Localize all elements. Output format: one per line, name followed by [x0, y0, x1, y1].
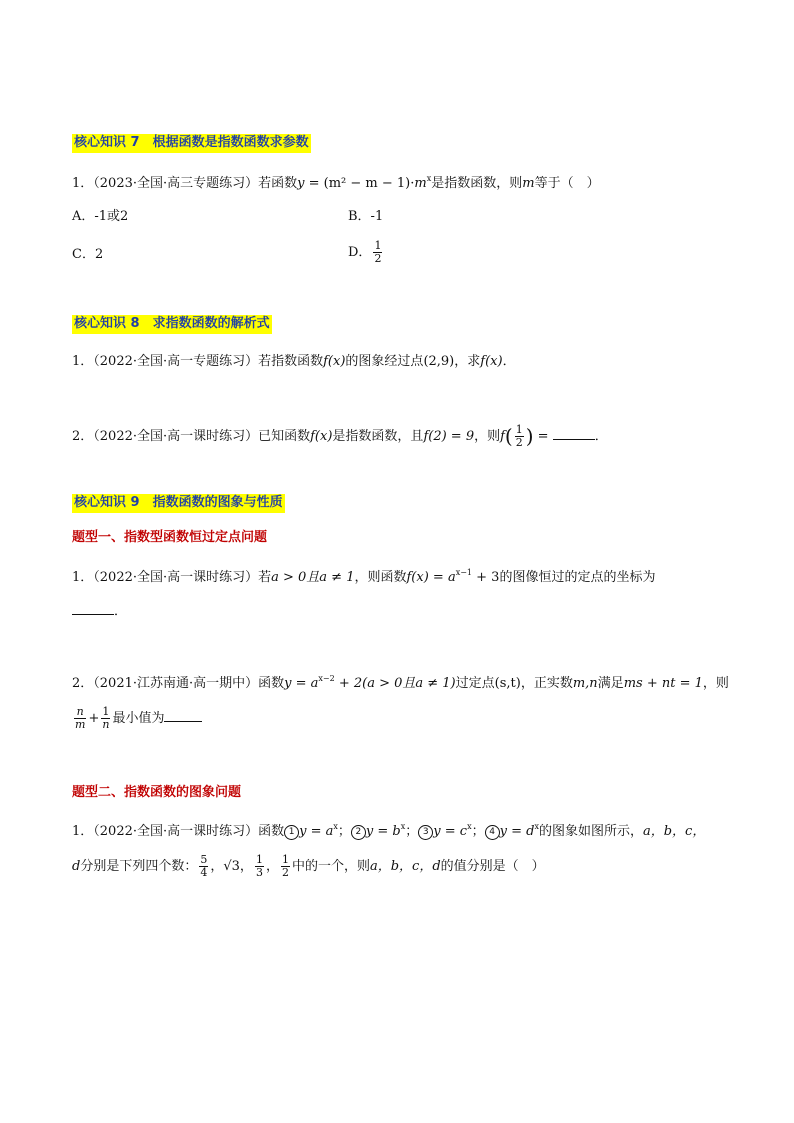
s8-q2-eq: = [533, 429, 553, 444]
s9-q3-sep2: ； [405, 824, 419, 839]
option-c: C．2 [72, 247, 104, 262]
s8-q2-cond: f(2) = 9 [423, 429, 475, 444]
s8-q2-fraction [515, 424, 524, 449]
s9-q2-func: y = a [284, 676, 319, 691]
s9-q3-sepc: ， [265, 859, 279, 874]
s7-q1-suffix2: 等于（ ） [534, 176, 600, 191]
s9-q2-point: (s,t) [494, 676, 521, 691]
s7-q1-y: y [297, 176, 305, 191]
s9-q3-n1 [199, 854, 208, 879]
s8-q1-mid: 的图象经过点 [345, 354, 424, 369]
s9-q2-f1-num: n [74, 706, 86, 719]
s9-q3-list: a，b，c， [642, 824, 706, 839]
s9-q3-sqrt: √3 [223, 859, 240, 874]
s9-q1-exp: x−1 [455, 568, 473, 577]
s9-question2 [72, 670, 729, 693]
s9-q3-d: d [72, 859, 81, 874]
s9-q2-cond: ms + nt = 1 [623, 676, 703, 691]
s7-q1-x: x [426, 174, 432, 183]
s9-q3-n3 [255, 854, 264, 879]
s9-q2-mid: 过定点 [455, 676, 495, 691]
s7-question1 [72, 170, 600, 193]
s9-q3-n1-den: 4 [200, 866, 208, 879]
s9-q3-end: 的图象如图所示， [538, 824, 643, 839]
section7-heading: 核心知识 7 根据函数是指数函数求参数 [72, 134, 311, 153]
s8-q2-mid2: ，则 [474, 429, 501, 444]
s9-q2-end: ，则 [702, 676, 729, 691]
s8-q1-fx: f(x) [323, 354, 346, 369]
circle-number-3: 3 [418, 825, 433, 840]
s7-q1-m: m [414, 176, 427, 191]
s9-q3-f3: y = c [433, 824, 468, 839]
s9-q1-answer-line [72, 602, 127, 621]
s9-q2-prefix: 2．（2021·江苏南通·高一期中）函数 [72, 676, 285, 691]
s9-q3-n1-num: 5 [200, 853, 208, 866]
s9-q3-f1: y = a [299, 824, 334, 839]
s9-q2-plus2: + [88, 711, 100, 726]
s9-q3-sepa: ， [210, 859, 224, 874]
s7-q1-paren: (m² − m − 1) [323, 176, 411, 191]
circle-number-2: 2 [351, 825, 366, 840]
s9-q3-sup1: x [333, 822, 338, 831]
s9-q3-sep1: ； [337, 824, 351, 839]
s9-q2-frac2 [101, 706, 110, 731]
s9-q3-n4-num: 1 [281, 853, 289, 866]
option-d-label: D． [348, 245, 372, 260]
type1-heading: 题型一、指数型函数恒过定点问题 [72, 530, 268, 545]
s8-q2-blank [553, 427, 595, 440]
s9-q2-frac1 [74, 706, 86, 731]
s9-q2-f1-den: m [75, 718, 86, 731]
s9-q3-sup4: x [534, 822, 539, 831]
option-d-den: 2 [374, 252, 382, 265]
s9-q3-line2-mid: 分别是下列四个数： [80, 859, 198, 874]
s8-q2-end: ． [594, 429, 608, 444]
s8-q1-prefix: 1．（2022·全国·高一专题练习）若指数函数 [72, 354, 324, 369]
s9-q1-cond: a > 0且a ≠ 1 [271, 570, 355, 585]
s9-q2-f2-num: 1 [102, 705, 110, 718]
s8-q2-lparen: ( [504, 424, 513, 448]
s9-q2-end2: 最小值为 [112, 711, 165, 726]
s8-q2-f: f [500, 429, 505, 444]
s9-q1-mid: ，则函数 [354, 570, 407, 585]
s9-q3-sepb: ， [239, 859, 253, 874]
s9-q2-vars: m,n [572, 676, 598, 691]
s9-q2-f2-den: n [102, 718, 110, 731]
s9-q2-plus: + 2(a > 0且a ≠ 1) [334, 676, 456, 691]
s9-q1-plus: + 3 [472, 570, 500, 585]
option-a: A．-1或2 [72, 209, 129, 224]
option-d-num: 1 [374, 239, 382, 252]
s7-q1-eq: = [304, 176, 324, 191]
s7-q1-dot: · [410, 176, 415, 191]
s8-q2-rparen: ) [525, 424, 534, 448]
s9-q2-mid3: 满足 [597, 676, 624, 691]
s9-q1-end: 的图像恒过的定点的坐标为 [499, 570, 656, 585]
s9-question3 [72, 818, 705, 841]
section9-heading: 核心知识 9 指数函数的图象与性质 [72, 494, 285, 513]
s7-q1-suffix: 是指数函数，则 [431, 176, 523, 191]
s8-question1 [72, 353, 516, 371]
option-d [348, 240, 384, 265]
s9-question1 [72, 564, 655, 587]
s9-q3-line2 [72, 854, 545, 879]
s8-q1-mid2: ，求 [454, 354, 481, 369]
option-b: B．-1 [348, 209, 384, 224]
s9-q2-blank [164, 709, 202, 722]
s8-q1-point: (2,9) [423, 354, 455, 369]
s8-q1-end: ． [502, 354, 516, 369]
circle-number-1: 1 [284, 825, 299, 840]
s9-q1-prefix: 1．（2022·全国·高一课时练习）若 [72, 570, 272, 585]
s9-q3-sep3: ； [471, 824, 485, 839]
section8-heading: 核心知识 8 求指数函数的解析式 [72, 315, 272, 334]
s9-q2-line2 [72, 706, 202, 731]
s9-q3-n3-num: 1 [255, 853, 263, 866]
s8-q2-fx: f(x) [310, 429, 333, 444]
s9-q3-sup3: x [467, 822, 472, 831]
s9-q1-func: f(x) = a [406, 570, 456, 585]
s9-q1-blank [72, 602, 114, 615]
s8-q2-den: 2 [515, 436, 523, 449]
s9-q3-sup2: x [400, 822, 406, 831]
s7-q1-prefix: 1．（2023·全国·高三专题练习）若函数 [72, 176, 298, 191]
s9-q3-line2-tail: 的值分别是（ ） [440, 859, 545, 874]
s9-q3-prefix: 1．（2022·全国·高一课时练习）函数 [72, 824, 285, 839]
s9-q3-f2: y = b [365, 824, 401, 839]
s7-q1-var: m [522, 176, 535, 191]
s8-q2-mid: 是指数函数，且 [332, 429, 424, 444]
s9-q1-line2-end: ． [114, 604, 128, 619]
s9-q2-mid2: ，正实数 [520, 676, 573, 691]
s9-q3-abcd: a，b，c，d [369, 859, 441, 874]
s9-q2-exp: x−2 [318, 674, 335, 683]
s8-q2-prefix: 2．（2022·全国·高一课时练习）已知函数 [72, 429, 311, 444]
s9-q3-n4-den: 2 [281, 866, 289, 879]
s8-question2 [72, 424, 608, 449]
option-d-fraction [373, 240, 382, 265]
s9-q3-n3-den: 3 [255, 866, 263, 879]
type2-heading: 题型二、指数函数的图象问题 [72, 785, 242, 800]
s9-q3-line2-end: 中的一个，则 [291, 859, 370, 874]
s9-q3-f4: y = d [499, 824, 535, 839]
s8-q2-num: 1 [515, 423, 523, 436]
s8-q1-fx2: f(x) [480, 354, 503, 369]
circle-number-4: 4 [485, 825, 500, 840]
s9-q3-n4 [281, 854, 290, 879]
